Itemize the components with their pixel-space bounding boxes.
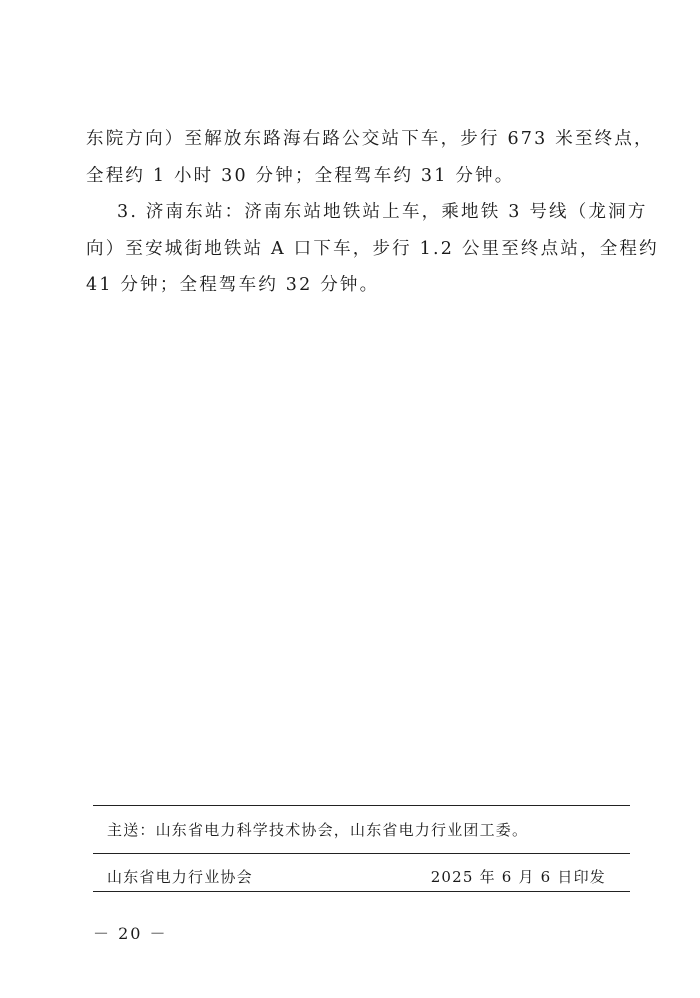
document-footer	[93, 805, 630, 892]
footer-rule-middle	[93, 853, 630, 854]
cc-recipients: 主送：山东省电力科学技术协会，山东省电力行业团工委。	[107, 821, 529, 839]
body-line: 向）至安城街地铁站 A 口下车，步行 1.2 公里至终点站，全程约	[86, 238, 659, 259]
page-number: － 20 －	[93, 924, 168, 943]
issuer-row	[93, 862, 630, 891]
issuer-name: 山东省电力行业协会	[107, 868, 253, 886]
body-text	[86, 121, 659, 304]
body-line: 3. 济南东站：济南东站地铁站上车，乘地铁 3 号线（龙洞方	[117, 202, 648, 222]
footer-rule-bottom	[93, 891, 630, 892]
body-line: 全程约 1 小时 30 分钟；全程驾车约 31 分钟。	[86, 165, 515, 186]
issue-date: 2025 年 6 月 6 日印发	[430, 868, 606, 886]
body-line: 东院方向）至解放东路海右路公交站下车，步行 673 米至终点，	[86, 129, 654, 149]
body-line: 41 分钟；全程驾车约 32 分钟。	[86, 275, 380, 295]
